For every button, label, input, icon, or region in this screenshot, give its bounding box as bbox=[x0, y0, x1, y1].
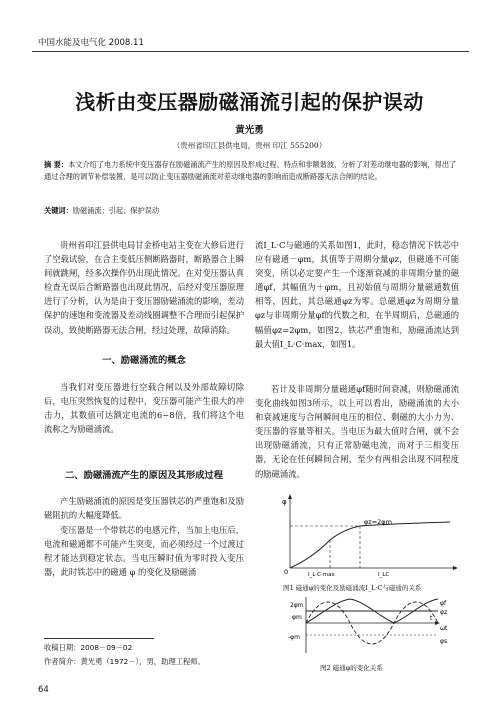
footnote-received: 收稿日期：2008－09－02 bbox=[44, 643, 133, 652]
left-paragraph-3: 产生励磁涌流的原因是变压器铁芯的严重饱和及励磁阻抗的大幅度降低。 bbox=[44, 496, 244, 521]
footnote-author: 作者简介：黄光勇（1972－），男，助理工程师。 bbox=[44, 657, 205, 666]
right-paragraph-2: 若计及非周期分量磁通φf随时间衰减，则励磁涌流变化曲线如图3所示，以上可以看出，励磁涌流的大小和衰减速度与合闸瞬间电压的相位、剩磁的大小力为、变压器的容量等相关。当电压为最大值时合闸，就不会出现励磁涌流，只有正常励磁电流，而对于三相变压器，无论在任何瞬间合闸，至少有两相会出现不同程度的励磁涌流。 bbox=[255, 384, 459, 479]
fig1-ilc-label: I_LC bbox=[378, 572, 390, 578]
section-heading-2: 二、励磁涌流产生的原因及其形成过程 bbox=[64, 470, 224, 481]
left-paragraph-4: 变压器是一个带铁芯的电感元件，当加上电压后，电流和磁通都不可能产生突变，而必须经过一个过渡过程才能达到稳定状态。当电压瞬时值为零时投入变压器，此时铁芯中的磁通 φ 的变化及励磁涌 bbox=[44, 525, 244, 578]
fig2-phim-label: φm bbox=[292, 614, 302, 621]
figure-1-caption: 图1 磁通φ的变化及励磁涌流I_L·C与磁通的关系 bbox=[283, 584, 422, 592]
fig1-origin-label: 0 bbox=[284, 568, 289, 576]
abstract-text: 本文介绍了电力系统中变压器存在励磁涌流产生的原因及形成过程、特点和非额谐波，分析了对差动继电器的影响，得出了通过合理的调节补偿装置，是可以防止变压器励磁涌流对差动继电器的影响而造成断路器无法合闸的结论。 bbox=[44, 160, 457, 181]
fig2-phiz-label: φz bbox=[440, 609, 448, 616]
figure-2-diagram bbox=[288, 595, 458, 655]
keywords-label: 关键词： bbox=[44, 206, 73, 215]
fig1-phi-z-label: φz=2φm bbox=[364, 518, 392, 526]
fig2-phis-label: φs bbox=[440, 638, 448, 645]
author: 黄光勇 bbox=[235, 125, 264, 136]
fig1-imax-label: I_L·C·max bbox=[308, 572, 335, 578]
fig2-wt-label: ωt bbox=[440, 625, 448, 632]
header-rule bbox=[32, 51, 469, 52]
article-title: 浅析由变压器励磁涌流引起的保护误动 bbox=[75, 90, 424, 114]
left-paragraph-1: 贵州省印江县供电局甘金桥电站主变在大修后进行了空载试验，在合主变低压侧断路器时，断路器合上瞬间就跳闸，经多次操作仍出现此情况。在对变压器认真检查无误后合断路器也出现此情况，后经对变压器原理进行了分析，认为是由于变压器励磁涌流的影响，差动保护的速饱和变流器及差动线圈调整不合理而引起保护误动，致使断路器无法合闸，经过处理，故障消除。 bbox=[44, 240, 244, 335]
footnote-rule bbox=[44, 638, 154, 639]
fig1-phi-label: φ bbox=[282, 498, 287, 506]
fig2-neg-phim-label: -φm bbox=[288, 634, 300, 641]
section-heading-1: 一、励磁涌流的概念 bbox=[102, 355, 186, 366]
fig2-phif-label: φf bbox=[440, 600, 447, 607]
page-number: 64 bbox=[38, 685, 49, 695]
keywords-text: 励磁涌流；引起；保护误动 bbox=[72, 206, 160, 215]
figure-1-diagram bbox=[268, 494, 458, 578]
journal-header: 中国水能及电气化 2008.11 bbox=[38, 38, 144, 48]
fig2-2phim-label: 2φm bbox=[290, 602, 304, 609]
right-paragraph-1: 流I_L·C与磁通的关系如图1，此时，稳态情况下铁芯中应有磁通－φm，其值等于周期分量φz，但磁通不可能突变，所以必定要产生一个逐渐衰减的非周期分量的磁通φf，其幅值为＋φm，且初始值与周期分量磁通数值相等，因此，其总磁通φz为零。总磁通φz为周期分量φz与非周期分量φf的代数之和，在半周期后，总磁通的幅值φz=2φm，如图2，铁芯严重饱和，励磁涌流达到最大值I_L·C·max，如图1。 bbox=[255, 240, 459, 349]
keywords bbox=[44, 206, 159, 216]
fig2-t-label: t bbox=[430, 615, 433, 622]
figure-2-caption: 图2 磁通φ的变化关系 bbox=[320, 664, 383, 672]
abstract-label: 摘 要： bbox=[44, 160, 69, 169]
left-paragraph-2: 当我们对变压器进行空载合闸以及外部故障切除后，电压突然恢复的过程中，变压器可能产生很大的冲击力，其数值可达额定电流的6~8倍，我们将这个电流称之为励磁涌流。 bbox=[44, 382, 244, 435]
affiliation: （贵州省印江县供电局，贵州 印江 555200） bbox=[172, 141, 327, 150]
abstract bbox=[44, 159, 462, 183]
